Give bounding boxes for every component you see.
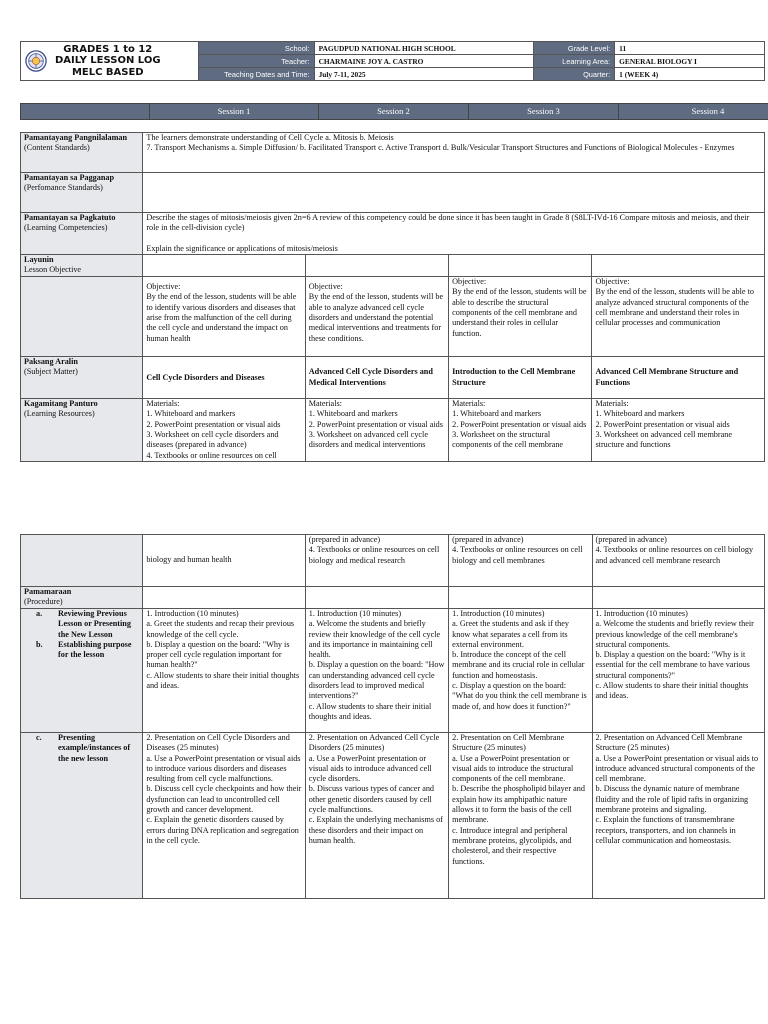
lesson-log-table-page-1 bbox=[20, 132, 765, 462]
school-value: PAGUDPUD NATIONAL HIGH SCHOOL bbox=[314, 42, 533, 55]
header-title-cell bbox=[21, 42, 199, 81]
header-table bbox=[20, 41, 765, 81]
session-4-header: Session 4 bbox=[619, 104, 768, 120]
content-standards-row bbox=[21, 133, 765, 173]
grade-label: Grade Level: bbox=[533, 42, 614, 55]
presentation-session-1: 2. Presentation on Cell Cycle Disorders and Diseases (25 minutes) a. Use a PowerPoint presentation or visual aids to introduce various disorders and diseases resulting from cell cycle malfunctions. b. Discuss cell cycle checkpoints and how their dysfunction can lead to uncontrolled cell growth and cancer development. c. Explain the genetic disorders caused by errors during DNA replication and segregation in the cell cycle. bbox=[143, 733, 305, 899]
session-2-header: Session 2 bbox=[319, 104, 469, 120]
performance-standards-row bbox=[21, 173, 765, 213]
teacher-label: Teacher: bbox=[198, 55, 314, 68]
dates-label: Teaching Dates and Time: bbox=[198, 68, 314, 81]
resources-continued-row bbox=[21, 535, 765, 587]
resources-continued-session-2: (prepared in advance) 4. Textbooks or online resources on cell biology and medical research bbox=[305, 535, 448, 587]
learning-competencies-row bbox=[21, 213, 765, 255]
learning-area-label: Learning Area: bbox=[533, 55, 614, 68]
introduction-session-3: 1. Introduction (10 minutes) a. Greet the students and ask if they know what separates a cell from its external environment. b. Introduce the concept of the cell membrane and its crucial role in cellular function and homeostasis. c. Display a question on the board: "What do you think the cell membrane is made of, and how does it function?" bbox=[449, 609, 592, 733]
introduction-session-2: 1. Introduction (10 minutes) a. Welcome the students and briefly review their knowledge of the cell cycle and its importance in maintaining cell health. b. Display a question on the board: "How can understanding advanced cell cycle disorders lead to improved medical interventions?" c. Allow students to share their initial thoughts and ideas. bbox=[305, 609, 448, 733]
subject-session-4: Advanced Cell Membrane Structure and Functions bbox=[592, 357, 765, 399]
resources-continued-session-4: (prepared in advance) 4. Textbooks or online resources on cell biology and advanced cell membrane research bbox=[592, 535, 765, 587]
introduction-session-1: 1. Introduction (10 minutes) a. Greet the students and recap their previous knowledge of the cell cycle. b. Display a question on the board: "Why is proper cell cycle regulation important for human health?" c. Allow students to share their initial thoughts and ideas. bbox=[143, 609, 305, 733]
resources-label: Kagamitang Panturo (Learning Resources) bbox=[21, 399, 143, 462]
session-header-blank bbox=[21, 104, 150, 120]
procedure-label: Pamamaraan (Procedure) bbox=[21, 587, 143, 609]
presentation-session-4: 2. Presentation on Advanced Cell Membrane Structure (25 minutes) a. Use a PowerPoint presentation or visual aids to introduce advanced structural components of the cell membrane. b. Discuss the dynamic nature of membrane fluidity and the role of lipid rafts in organizing membrane proteins and signaling. c. Explain the functions of transmembrane receptors, transporters, and ion channels in cellular communication and homeostasis. bbox=[592, 733, 765, 899]
introduction-row bbox=[21, 609, 765, 733]
deped-seal-icon bbox=[25, 50, 47, 72]
lesson-log-table-page-2 bbox=[20, 534, 765, 899]
session-1-header: Session 1 bbox=[150, 104, 319, 120]
session-header-bar bbox=[20, 103, 768, 120]
objective-session-2: Objective: By the end of the lesson, students will be able to analyze advanced cell cycle disorders and understand the potential medical interventions and treatments for these conditions. bbox=[305, 277, 448, 357]
presentation-session-3: 2. Presentation on Cell Membrane Structure (25 minutes) a. Use a PowerPoint presentation or visual aids to introduce the structural components of the cell membrane. b. Describe the phospholipid bilayer and explain how its amphipathic nature allows it to form the basis of the cell membrane. c. Introduce integral and peripheral membrane proteins, glycolipids, and cholesterol, and their respective functions. bbox=[449, 733, 592, 899]
title-line-2: DAILY LESSON LOG bbox=[55, 55, 161, 67]
grade-value: 11 bbox=[615, 42, 765, 55]
quarter-label: Quarter: bbox=[533, 68, 614, 81]
subject-matter-label: Paksang Aralin (Subject Matter) bbox=[21, 357, 143, 399]
content-standards-text: The learners demonstrate understanding of Cell Cycle a. Mitosis b. Meiosis 7. Transport Mechanisms a. Simple Diffusion/ b. Facilitated Transport c. Active Transport d. Bulk/Vesicular Transport Structures and Functions of Biological Molecules - Enzymes bbox=[143, 133, 765, 173]
presentation-session-2: 2. Presentation on Advanced Cell Cycle Disorders (25 minutes) a. Use a PowerPoint presentation or visual aids to introduce advanced cell cycle disorders. b. Discuss various types of cancer and other genetic disorders caused by cell cycle malfunctions. c. Explain the underlying mechanisms of these disorders and their impact on human health. bbox=[305, 733, 448, 899]
performance-standards-text bbox=[143, 173, 765, 213]
subject-matter-row bbox=[21, 357, 765, 399]
content-standards-label: Pamantayang Pangnilalaman (Content Standards) bbox=[21, 133, 143, 173]
subject-session-2: Advanced Cell Cycle Disorders and Medical Interventions bbox=[305, 357, 448, 399]
resources-row bbox=[21, 399, 765, 462]
objective-label: Layunin Lesson Objective bbox=[21, 255, 143, 277]
school-label: School: bbox=[198, 42, 314, 55]
quarter-value: 1 (WEEK 4) bbox=[615, 68, 765, 81]
performance-standards-label: Pamantayan sa Pagganap (Perfomance Standards) bbox=[21, 173, 143, 213]
teacher-value: CHARMAINE JOY A. CASTRO bbox=[314, 55, 533, 68]
learning-competencies-label: Pamantayan sa Pagkatuto (Learning Competencies) bbox=[21, 213, 143, 255]
title-line-1: GRADES 1 to 12 bbox=[63, 43, 153, 55]
resources-session-4: Materials: 1. Whiteboard and markers 2. PowerPoint presentation or visual aids 3. Worksheet on advanced cell membrane structure and functions bbox=[592, 399, 765, 462]
resources-continued-session-1: biology and human health bbox=[143, 535, 305, 587]
procedure-c-label: c. Presenting example/instances of the new lesson bbox=[21, 733, 143, 899]
dates-value: July 7-11, 2025 bbox=[314, 68, 533, 81]
subject-session-3: Introduction to the Cell Membrane Structure bbox=[449, 357, 592, 399]
objective-session-3: Objective: By the end of the lesson, students will be able to describe the structural components of the cell membrane and understand their roles in cellular function. bbox=[449, 277, 592, 357]
objective-row bbox=[21, 277, 765, 357]
objective-session-1: Objective: By the end of the lesson, students will be able to identify various disorders and diseases that arise from the malfunction of the cell during the cell cycle and understand the impact on human health bbox=[143, 277, 305, 357]
introduction-session-4: 1. Introduction (10 minutes) a. Welcome the students and briefly review their previous knowledge of the cell membrane's structural components. b. Display a question on the board: "Why is it essential for the cell membrane to have various structural components?" c. Allow students to share their initial thoughts and ideas. bbox=[592, 609, 765, 733]
resources-session-3: Materials: 1. Whiteboard and markers 2. PowerPoint presentation or visual aids 3. Worksheet on the structural components of the cell membrane bbox=[449, 399, 592, 462]
learning-competencies-text: Describe the stages of mitosis/meiosis given 2n=6 A review of this competency could be done since it has been taught in Grade 8 (S8LT-IVd-16 Compare mitosis and meiosis, and their role in the cell-division cycle) Explain the significance or applications of mitosis/meiosis bbox=[143, 213, 765, 255]
presentation-row bbox=[21, 733, 765, 899]
title-line-3: MELC BASED bbox=[71, 66, 144, 78]
session-3-header: Session 3 bbox=[469, 104, 619, 120]
objective-session-4: Objective: By the end of the lesson, students will be able to analyze advanced structural components of the cell membrane and understand their roles in cellular processes and communication bbox=[592, 277, 765, 357]
subject-session-1: Cell Cycle Disorders and Diseases bbox=[143, 357, 305, 399]
procedure-ab-label: a. Reviewing Previous Lesson or Presenting the New Lesson b. Establishing purpose for the lesson bbox=[21, 609, 143, 733]
objective-label-row bbox=[21, 255, 765, 277]
resources-session-1: Materials: 1. Whiteboard and markers 2. PowerPoint presentation or visual aids 3. Worksheet on cell cycle disorders and diseases (prepared in advance) 4. Textbooks or online resources on cell bbox=[143, 399, 305, 462]
resources-session-2: Materials: 1. Whiteboard and markers 2. PowerPoint presentation or visual aids 3. Worksheet on advanced cell cycle disorders and medical interventions bbox=[305, 399, 448, 462]
procedure-label-row bbox=[21, 587, 765, 609]
resources-continued-session-3: (prepared in advance) 4. Textbooks or online resources on cell biology and cell membranes bbox=[449, 535, 592, 587]
document-title bbox=[55, 44, 161, 79]
learning-area-value: GENERAL BIOLOGY I bbox=[615, 55, 765, 68]
